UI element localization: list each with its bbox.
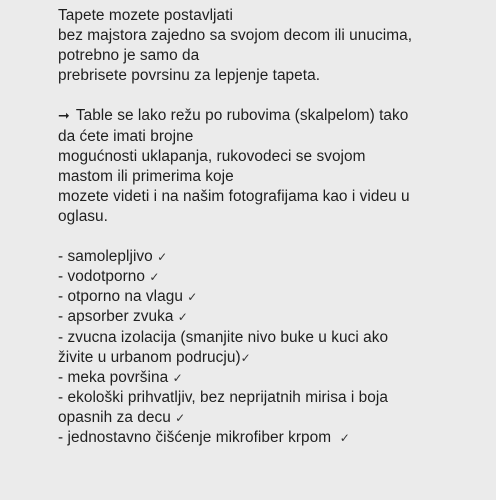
intro-line: potrebno je samo da [58,47,200,65]
arrow-right-icon: ➞ [58,108,70,125]
list-item-text: - jednostavno čišćenje mikrofiber krpom [58,428,332,446]
list-item: - ekološki prihvatljiv, bez neprijatnih mirisa i boja [58,388,388,406]
checkmark-icon: ✓ [149,270,160,285]
checkmark-icon: ✓ [187,290,198,305]
checkmark-icon: ✓ [240,350,251,365]
intro-paragraph [58,6,484,86]
intro-line: Tapete mozete postavljati [58,7,233,24]
checkmark-icon: ✓ [175,410,186,425]
list-item: - zvucna izolacija (smanjite nivo buke u kuci ako [58,328,389,346]
list-item-text: opasnih za decu [58,408,171,426]
intro-line: prebrisete povrsinu za lepjenje tapeta. [58,67,321,85]
paragraph-spacer [58,227,484,247]
details-line: mozete videti i na našim fotografijama kao i videu u [58,187,410,205]
list-item [58,428,484,448]
list-item-text: - otporno na vlagu [58,288,183,306]
details-line: oglasu. [58,207,108,225]
list-item [58,408,484,428]
intro-line: bez majstora zajedno sa svojom decom ili unucima, [58,27,413,45]
details-line-text: Table se lako režu po rubovima (skalpelom) tako [75,107,409,125]
list-item [58,287,484,307]
details-paragraph [58,106,484,227]
details-line: mogućnosti uklapanja, rukovodeci se svojom [58,147,366,165]
feature-list [58,247,484,448]
checkmark-icon: ✓ [177,310,188,325]
checkmark-icon: ✓ [157,250,168,265]
list-item-text: - samolepljivo [58,248,153,266]
list-item-text: - vodotporno [58,268,146,286]
list-item [58,267,484,287]
details-line: da ćete imati brojne [58,127,194,145]
list-item-text: živite u urbanom podrucju) [58,348,241,366]
details-line [58,106,484,126]
list-item [58,368,484,388]
list-item-text: - apsorber zvuka [58,308,174,326]
details-line: mastom ili primerima koje [58,167,234,185]
list-item-text: - meka površina [58,368,169,386]
list-item [58,348,484,368]
list-item [58,307,484,327]
list-item [58,247,484,267]
checkmark-icon: ✓ [339,430,350,445]
checkmark-icon: ✓ [172,370,183,385]
paragraph-spacer [58,86,484,106]
